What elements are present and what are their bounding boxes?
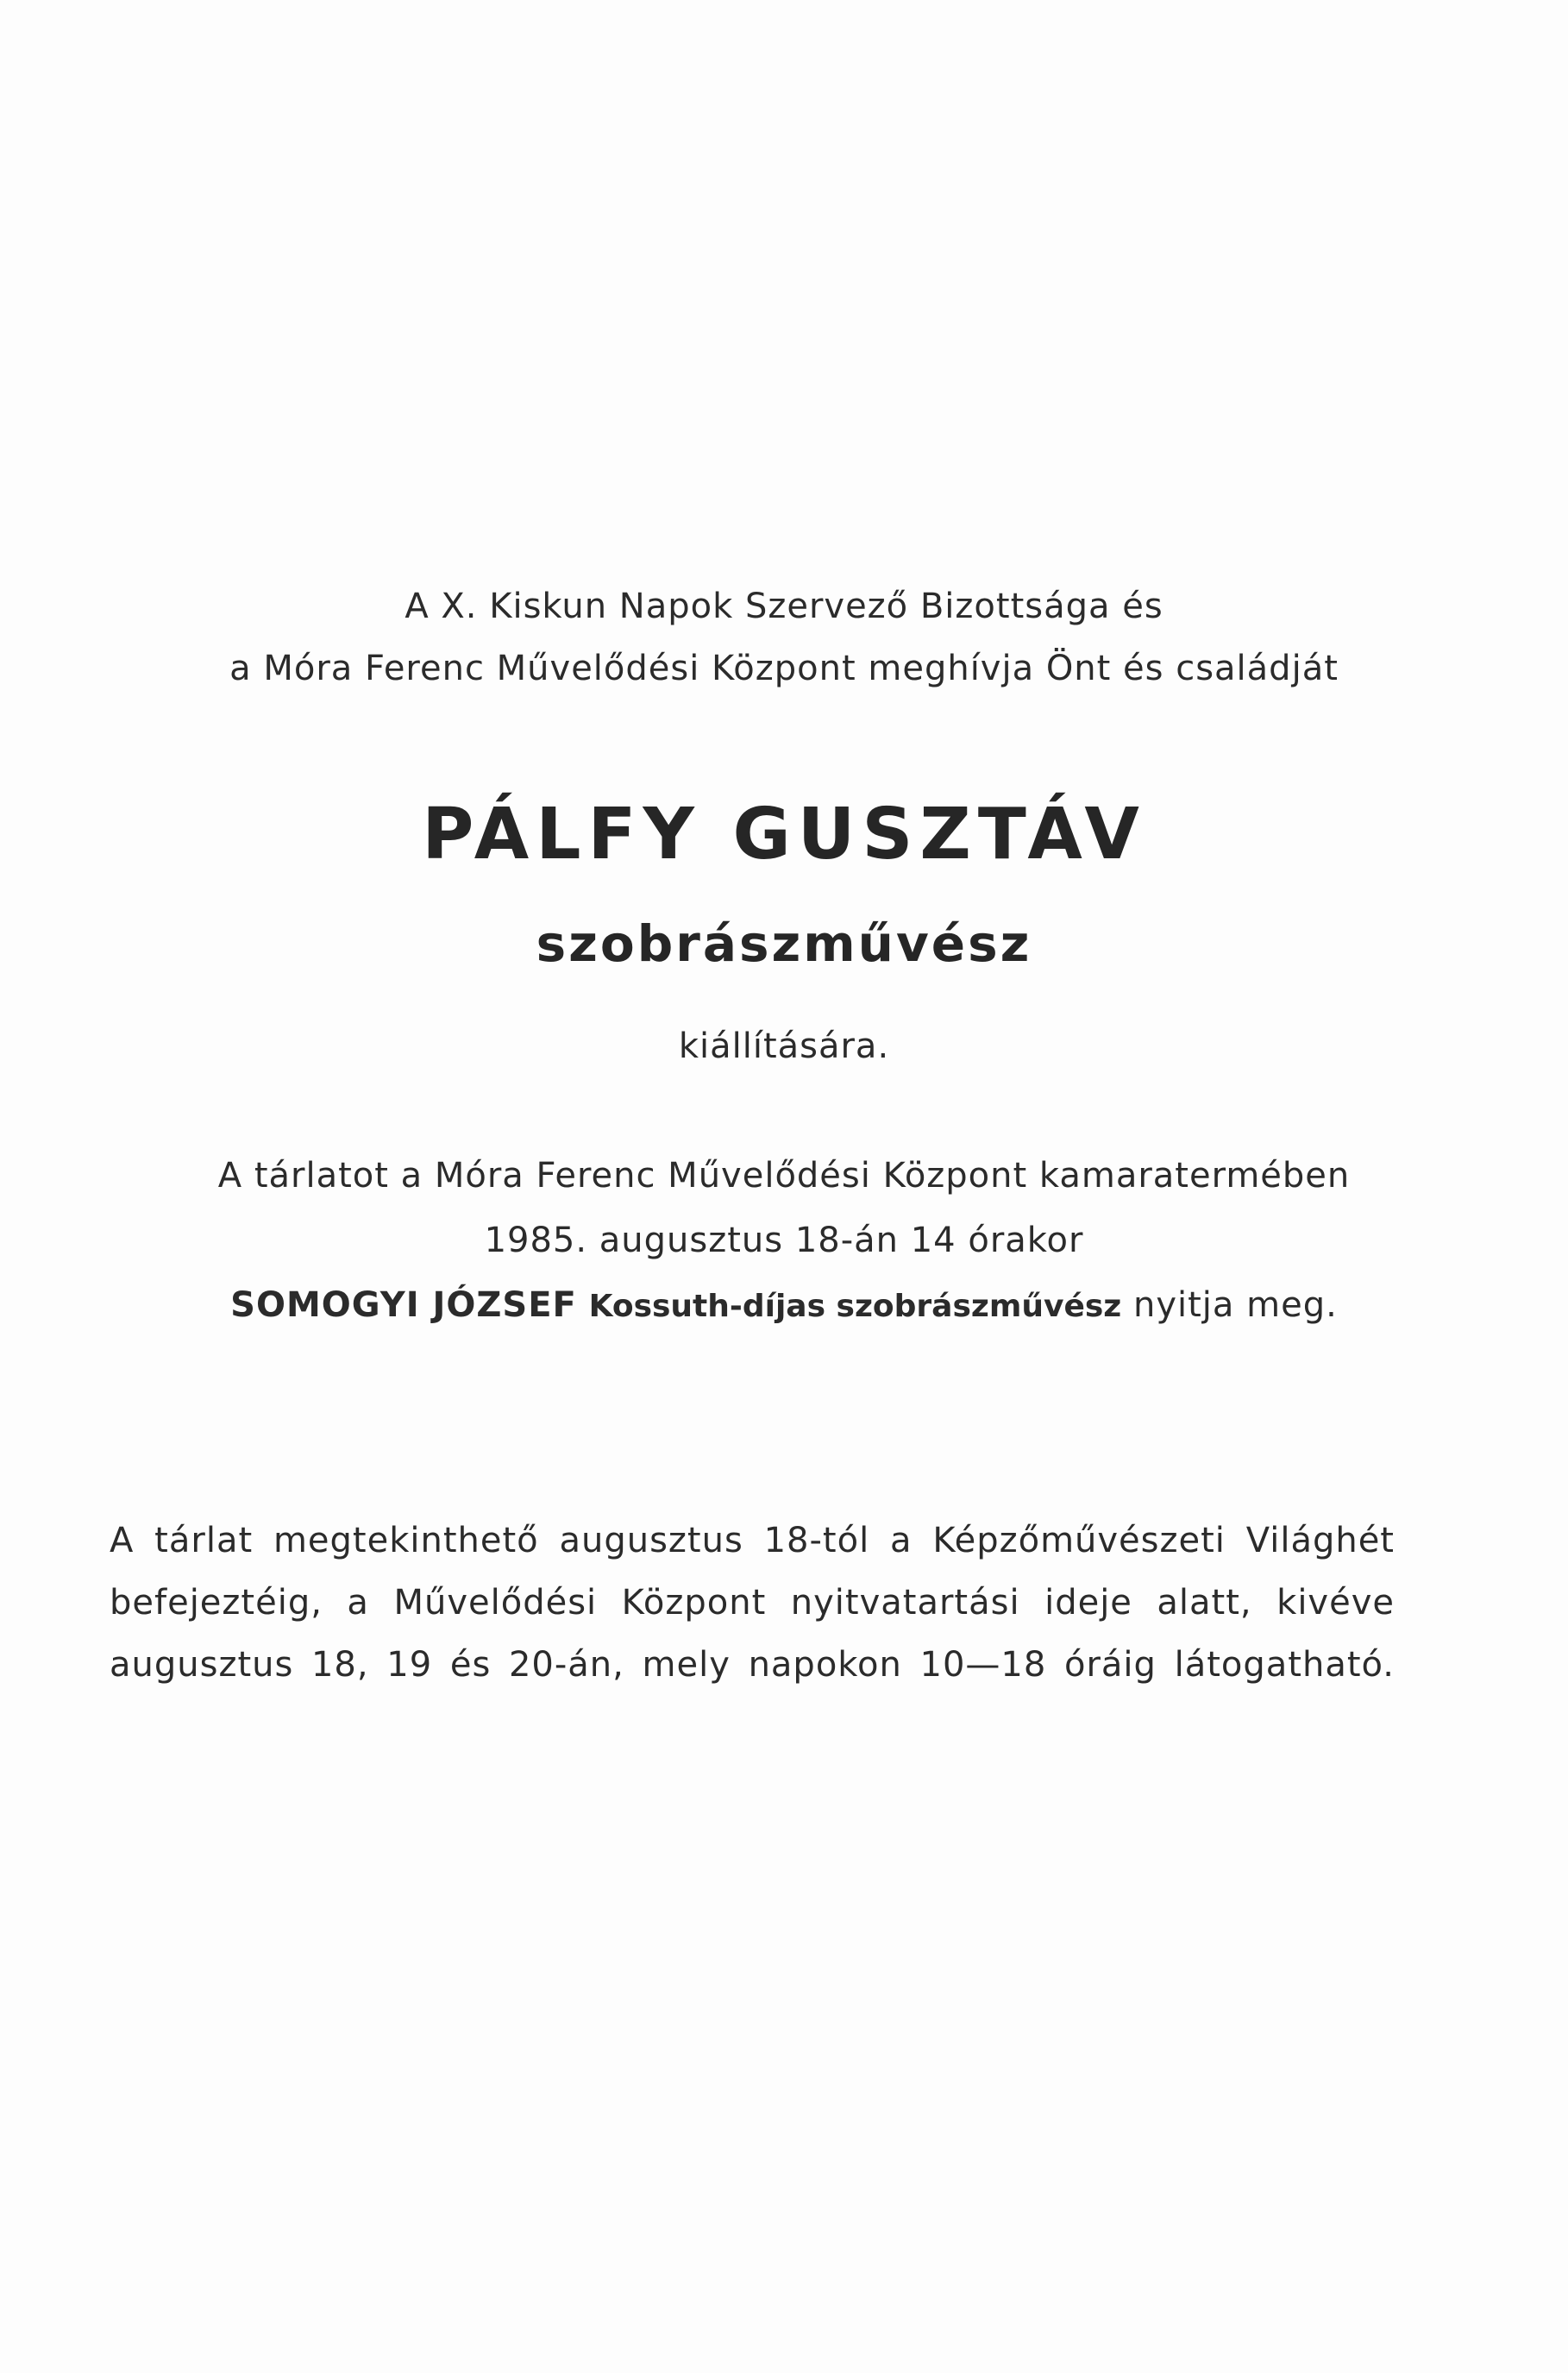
viewing-line-2: befejeztéig, a Művelődési Központ nyitvatartási ideje alatt, kivéve bbox=[110, 1583, 1395, 1623]
opener-suffix: nyitja meg. bbox=[1132, 1285, 1338, 1325]
viewing-paragraph bbox=[110, 1510, 1395, 1696]
artist-profession: szobrászművész bbox=[536, 914, 1032, 973]
header-line-2: a Móra Ferenc Művelődési Központ meghívja Önt és családját bbox=[229, 649, 1339, 688]
opening-line-3 bbox=[0, 1285, 1568, 1325]
viewing-line-3: augusztus 18, 19 és 20-án, mely napokon 10—18 óráig látogatható. bbox=[110, 1645, 1395, 1685]
opening-line-2: 1985. augusztus 18-án 14 órakor bbox=[484, 1221, 1084, 1260]
opening-line-1: A tárlatot a Móra Ferenc Művelődési Központ kamaratermében bbox=[217, 1156, 1351, 1196]
opener-name: SOMOGYI JÓZSEF bbox=[230, 1285, 577, 1325]
invitation-word: kiállítására. bbox=[678, 1026, 890, 1066]
artist-name: PÁLFY GUSZTÁV bbox=[422, 794, 1146, 876]
viewing-line-1: A tárlat megtekinthető augusztus 18-tól a Képzőművészeti Világhét bbox=[110, 1521, 1395, 1560]
opener-title: Kossuth-díjas szobrászművész bbox=[588, 1289, 1122, 1324]
header-line-1: A X. Kiskun Napok Szervező Bizottsága és bbox=[405, 587, 1163, 626]
